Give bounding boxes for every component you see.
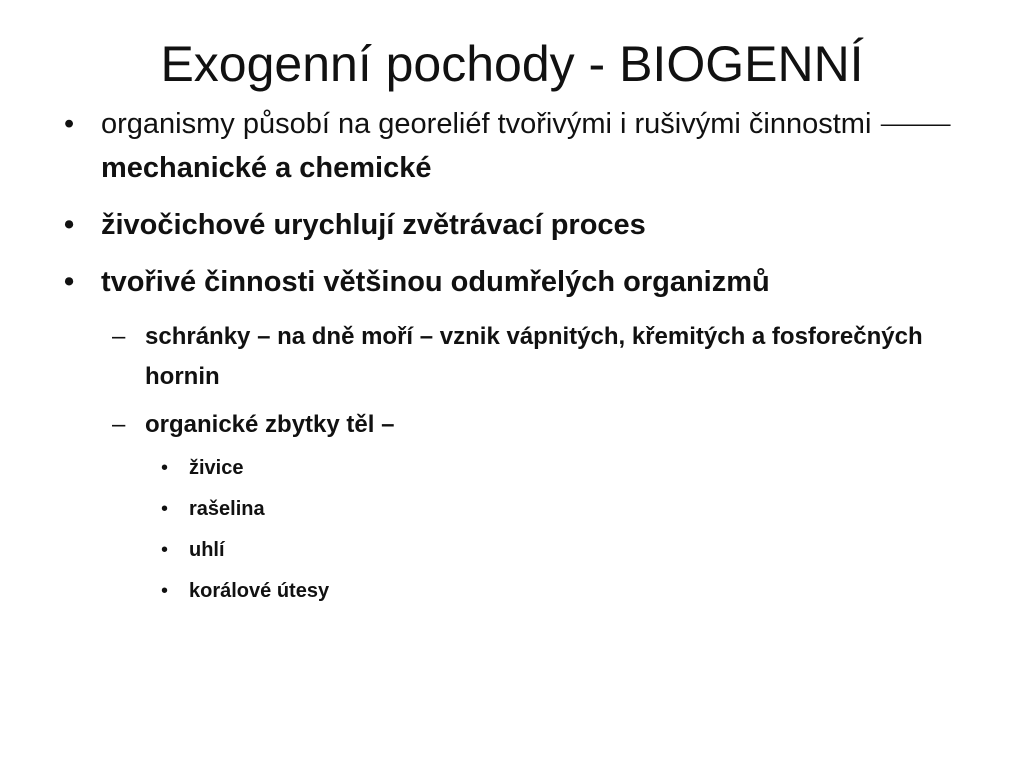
- sub-sub-bullet-text: uhlí: [189, 539, 225, 561]
- sub-bullet-item: [112, 405, 964, 445]
- bullet-icon: •: [161, 457, 169, 479]
- sub-bullet-item: [112, 317, 964, 397]
- bullet-item: [64, 260, 964, 304]
- sub-sub-bullet-text: korálové útesy: [189, 580, 330, 602]
- bullet-text: organismy působí na georeliéf tvořivými i rušivými činnostmi ⸻: [101, 108, 952, 140]
- bullet-text: tvořivé činnosti většinou odumřelých organizmů: [101, 266, 770, 298]
- bullet-icon: •: [64, 209, 75, 241]
- slide-content: [64, 102, 964, 617]
- sub-sub-bullet-item: [161, 494, 964, 524]
- sub-sub-bullet-text: rašelina: [189, 498, 265, 520]
- bullet-icon: •: [161, 580, 169, 602]
- dash-icon: –: [112, 411, 126, 438]
- bullet-icon: •: [64, 266, 75, 298]
- sub-sub-bullet-text: živice: [189, 457, 244, 479]
- bullet-icon: •: [161, 498, 169, 520]
- bullet-icon: •: [64, 108, 75, 140]
- sub-sub-bullet-item: [161, 576, 964, 606]
- dash-icon: –: [112, 323, 126, 350]
- bullet-item: [64, 203, 964, 247]
- slide-title: Exogenní pochody - BIOGENNÍ: [160, 36, 864, 92]
- bullet-item: [64, 102, 964, 190]
- sub-sub-bullet-item: [161, 535, 964, 565]
- sub-sub-bullet-item: [161, 453, 964, 483]
- sub-bullet-text: schránky – na dně moří – vznik vápnitých, křemitých a fosforečných hornin: [145, 323, 923, 390]
- bullet-bold-text: mechanické a chemické: [101, 152, 432, 184]
- bullet-text: živočichové urychlují zvětrávací proces: [101, 209, 646, 241]
- sub-bullet-text: organické zbytky těl –: [145, 411, 395, 438]
- bullet-icon: •: [161, 539, 169, 561]
